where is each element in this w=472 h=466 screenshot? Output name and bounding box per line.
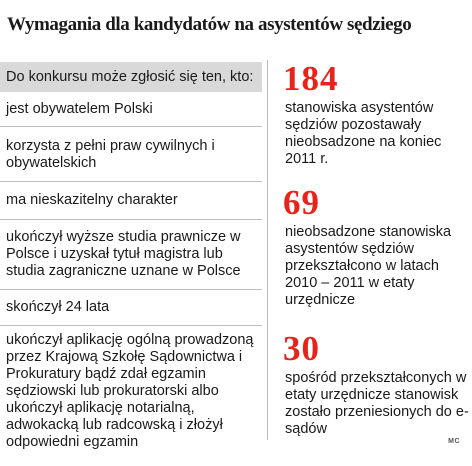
stat-number: 69 — [283, 183, 320, 222]
stat-number: 184 — [283, 59, 339, 98]
requirement-item: skończył 24 lata — [0, 290, 262, 326]
requirement-item: ukończył aplikację ogólną prowadzoną przez Krajową Szkołę Sądownictwa i Prokuratury bądź zdał egzamin sędziowski lub prokuratorski albo ukończył aplikację notarialną, adwokacką lub radcowską i złożył odpowiedni egzamin — [6, 332, 254, 450]
page-title: Wymagania dla kandydatów na asystentów sędziego — [7, 14, 412, 35]
author-credit: MC — [448, 438, 460, 445]
requirement-item: ukończył wyższe studia prawnicze w Polsce i uzyskał tytuł magistra lub studia zagraniczne uznane w Polsce — [0, 220, 262, 290]
stat-block — [283, 183, 469, 309]
requirement-item: ma nieskazitelny charakter — [0, 182, 262, 220]
stat-description: spośród przekształconych w etaty urzędnicze stanowisk zostało przeniesionych do e-sądów — [285, 370, 469, 437]
requirement-item: jest obywatelem Polski — [0, 92, 262, 127]
stat-number: 30 — [283, 329, 320, 368]
stat-description: nieobsadzone stanowiska asystentów sędziów przekształcono w latach 2010 – 2011 w etaty urzędnicze — [285, 224, 452, 308]
stat-block — [283, 59, 469, 168]
requirements-intro: Do konkursu może zgłosić się ten, kto: — [0, 62, 262, 92]
stat-block — [283, 329, 469, 438]
stat-description: stanowiska asystentów sędziów pozostawały nieobsadzone na koniec 2011 r. — [285, 100, 442, 167]
requirement-item: korzysta z pełni praw cywilnych i obywatelskich — [0, 127, 262, 182]
requirements-list — [0, 62, 262, 450]
column-divider — [267, 60, 268, 440]
